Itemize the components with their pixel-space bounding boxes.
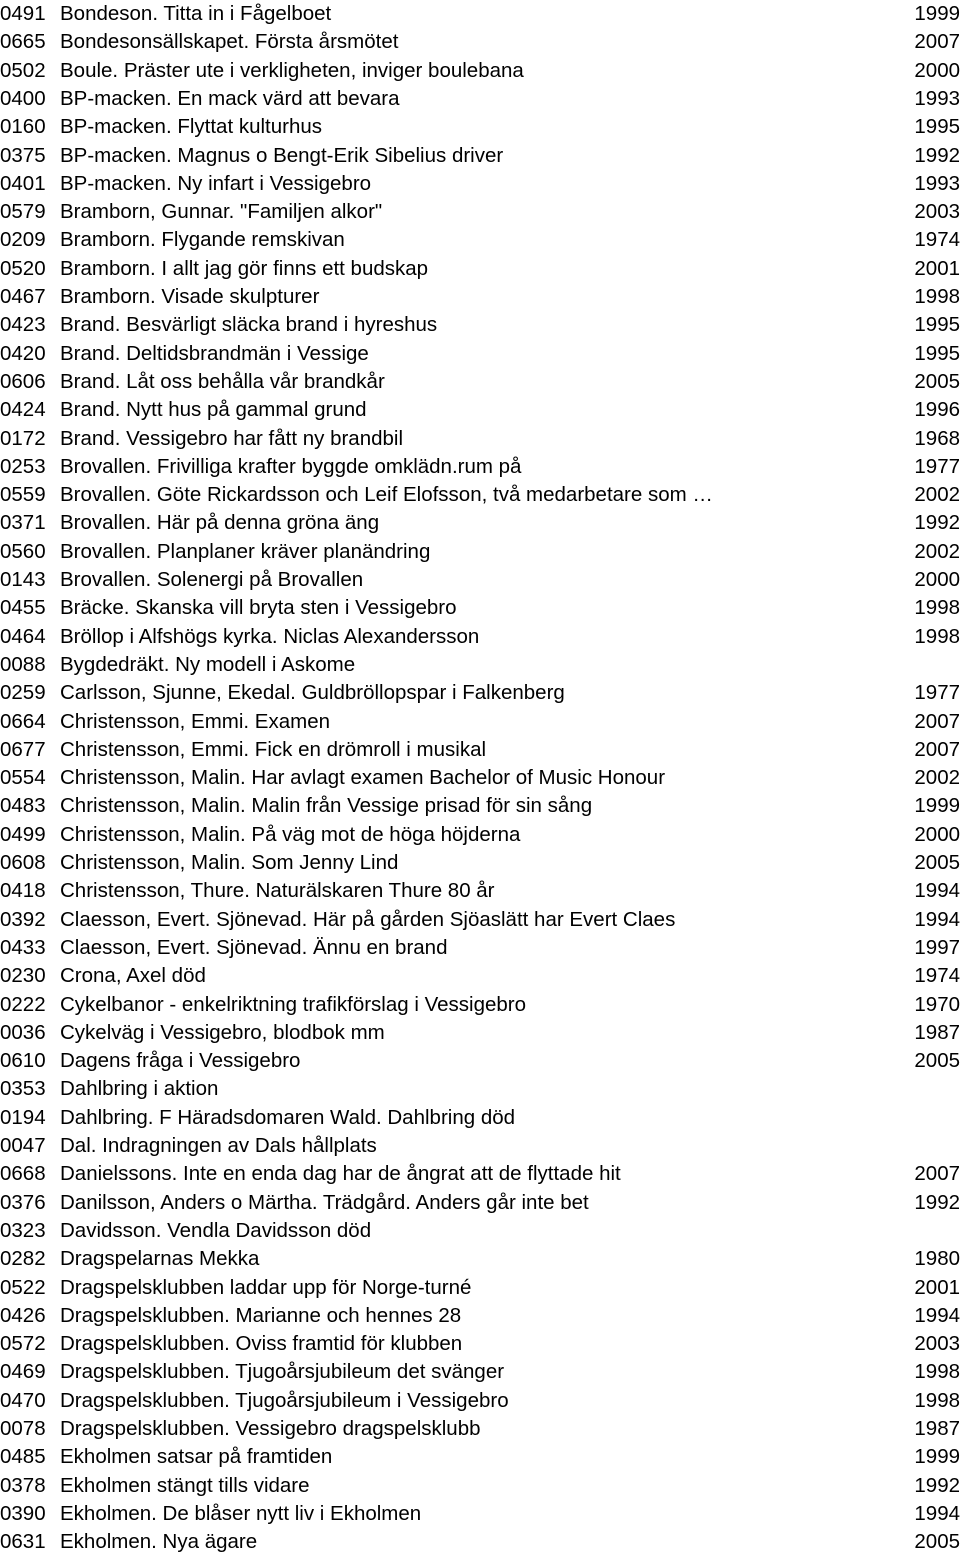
entry-year: 2007	[914, 709, 960, 733]
entry-title: Christensson, Emmi. Examen	[60, 709, 331, 733]
entry-title: Ekholmen. De blåser nytt liv i Ekholmen	[60, 1501, 422, 1525]
entry-code: 0420	[0, 341, 46, 365]
entry-year: 1992	[914, 1473, 960, 1497]
entry-title: Brovallen. Frivilliga krafter byggde omklädn.rum på	[60, 454, 522, 478]
entry-year: 1994	[914, 1303, 960, 1327]
entry-title: Danilsson, Anders o Märtha. Trädgård. Anders går inte bet	[60, 1190, 589, 1214]
entry-code: 0172	[0, 426, 46, 450]
entry-title: Cykelbanor - enkelriktning trafikförslag i Vessigebro	[60, 992, 527, 1016]
entry-year: 2003	[914, 200, 960, 224]
entry-code: 0424	[0, 398, 46, 422]
entry-title: Christensson, Malin. På väg mot de höga höjderna	[60, 822, 521, 846]
entry-title: Christensson, Emmi. Fick en drömroll i musikal	[60, 737, 487, 761]
list-item	[0, 198, 960, 226]
entry-code: 0572	[0, 1332, 46, 1356]
entry-title: BP-macken. En mack värd att bevara	[60, 86, 400, 110]
entry-code: 0371	[0, 511, 46, 535]
entry-year: 2002	[914, 539, 960, 563]
list-item	[0, 1387, 960, 1415]
entry-code: 0036	[0, 1020, 46, 1044]
entry-code: 0400	[0, 86, 46, 110]
entry-title: Dragspelsklubben. Vessigebro dragspelsklubb	[60, 1417, 481, 1440]
list-item	[0, 991, 960, 1019]
entry-year: 1995	[914, 313, 960, 337]
entry-code: 0677	[0, 737, 46, 761]
entry-title: Christensson, Malin. Har avlagt examen Bachelor of Music Honour	[60, 766, 666, 790]
entry-code: 0483	[0, 794, 46, 818]
entry-code: 0259	[0, 681, 46, 705]
list-item	[0, 1274, 960, 1302]
list-item	[0, 142, 960, 170]
list-item	[0, 368, 960, 396]
list-item	[0, 792, 960, 820]
entry-code: 0426	[0, 1303, 46, 1327]
entry-title: Brand. Vessigebro har fått ny brandbil	[60, 426, 404, 450]
entry-title: Dal. Indragningen av Dals hållplats	[60, 1134, 377, 1157]
entry-year: 1999	[914, 794, 960, 818]
list-item	[0, 1104, 960, 1132]
list-item	[0, 736, 960, 764]
entry-title: BP-macken. Flyttat kulturhus	[60, 115, 323, 139]
entry-title: Ekholmen. Nya ägare	[60, 1530, 258, 1554]
list-item	[0, 1500, 960, 1528]
entry-title: Danielssons. Inte en enda dag har de ångrat att de flyttade hit	[60, 1162, 621, 1186]
entry-year: 2001	[914, 1275, 960, 1299]
list-item	[0, 170, 960, 198]
entry-code: 0418	[0, 879, 46, 903]
entry-title: Brand. Deltidsbrandmän i Vessige	[60, 341, 369, 365]
entry-year: 1995	[914, 341, 960, 365]
list-item	[0, 1132, 960, 1160]
entry-year: 1974	[914, 964, 960, 988]
list-item	[0, 821, 960, 849]
entry-year: 1970	[914, 992, 960, 1016]
list-item	[0, 1160, 960, 1188]
entry-code: 0522	[0, 1275, 46, 1299]
list-item	[0, 1472, 960, 1500]
entry-year: 1994	[914, 1501, 960, 1525]
entry-title: Ekholmen satsar på framtiden	[60, 1445, 333, 1469]
list-item	[0, 255, 960, 283]
entry-title: Bondeson. Titta in i Fågelboet	[60, 2, 332, 25]
entry-code: 0668	[0, 1162, 46, 1186]
list-item	[0, 1330, 960, 1358]
entry-code: 0088	[0, 652, 46, 676]
list-item	[0, 425, 960, 453]
entry-code: 0631	[0, 1530, 46, 1554]
entry-code: 0230	[0, 964, 46, 988]
entry-year: 1997	[914, 935, 960, 959]
entry-title: Dragspelsklubben laddar upp för Norge-turné	[60, 1275, 472, 1299]
entry-year: 1992	[914, 511, 960, 535]
entry-code: 0499	[0, 822, 46, 846]
entry-year: 2001	[914, 256, 960, 280]
list-item	[0, 1443, 960, 1471]
list-item	[0, 1528, 960, 1556]
entry-title: Bramborn. I allt jag gör finns ett budskap	[60, 256, 429, 280]
entry-title: Brand. Låt oss behålla vår brandkår	[60, 369, 385, 393]
entry-year: 1998	[914, 596, 960, 620]
entry-code: 0559	[0, 483, 46, 507]
entry-title: Dragspelarnas Mekka	[60, 1247, 260, 1271]
entry-code: 0390	[0, 1501, 46, 1525]
list-item	[0, 906, 960, 934]
entry-title: Dragspelsklubben. Marianne och hennes 28	[60, 1303, 462, 1327]
entry-year: 1999	[914, 2, 960, 25]
entry-code: 0282	[0, 1247, 46, 1271]
entry-year: 1998	[914, 285, 960, 308]
entry-year: 2007	[914, 1162, 960, 1186]
entry-code: 0560	[0, 539, 46, 563]
entry-title: Claesson, Evert. Sjönevad. Här på gården Sjöaslätt har Evert Claes	[60, 907, 676, 931]
entry-year: 2000	[914, 58, 960, 82]
entry-code: 0253	[0, 454, 46, 478]
entry-title: Dragspelsklubben. Tjugoårsjubileum i Vessigebro	[60, 1388, 509, 1412]
entry-code: 0194	[0, 1105, 46, 1129]
entry-code: 0392	[0, 907, 46, 931]
list-item	[0, 453, 960, 481]
entry-title: BP-macken. Ny infart i Vessigebro	[60, 171, 372, 195]
list-item	[0, 1075, 960, 1103]
entry-year: 1998	[914, 1388, 960, 1412]
entry-year: 2003	[914, 1332, 960, 1356]
list-item	[0, 226, 960, 254]
entry-code: 0433	[0, 935, 46, 959]
entry-title: Brovallen. Göte Rickardsson och Leif Elofsson, två medarbetare som …	[60, 483, 713, 507]
entry-year: 1977	[914, 681, 960, 705]
list-item	[0, 509, 960, 537]
list-item	[0, 57, 960, 85]
entry-code: 0378	[0, 1473, 46, 1497]
entry-code: 0469	[0, 1360, 46, 1384]
entry-title: Brand. Nytt hus på gammal grund	[60, 398, 367, 422]
entry-year: 2005	[914, 369, 960, 393]
entry-year: 2002	[914, 483, 960, 507]
entry-year: 2005	[914, 1049, 960, 1073]
entry-title: Ekholmen stängt tills vidare	[60, 1473, 310, 1497]
list-item	[0, 481, 960, 509]
list-item	[0, 1358, 960, 1386]
list-item	[0, 1047, 960, 1075]
entry-code: 0078	[0, 1417, 46, 1440]
list-item	[0, 85, 960, 113]
list-item	[0, 594, 960, 622]
entry-title: BP-macken. Magnus o Bengt-Erik Sibelius driver	[60, 143, 504, 167]
entry-code: 0209	[0, 228, 46, 252]
entry-title: Claesson, Evert. Sjönevad. Ännu en brand	[60, 935, 448, 959]
entry-title: Christensson, Malin. Som Jenny Lind	[60, 851, 399, 874]
entry-code: 0143	[0, 568, 46, 591]
list-item	[0, 764, 960, 792]
entry-title: Brovallen. Här på denna gröna äng	[60, 511, 380, 535]
entry-code: 0608	[0, 851, 46, 874]
entry-year: 2002	[914, 766, 960, 790]
entry-code: 0047	[0, 1134, 46, 1157]
entry-year: 1993	[914, 171, 960, 195]
entry-code: 0491	[0, 2, 46, 25]
entry-code: 0467	[0, 285, 46, 308]
entry-year: 1993	[914, 86, 960, 110]
entry-code: 0579	[0, 200, 46, 224]
list-item	[0, 566, 960, 594]
entry-title: Cykelväg i Vessigebro, blodbok mm	[60, 1020, 385, 1044]
entry-title: Dragspelsklubben. Oviss framtid för klubben	[60, 1332, 463, 1356]
list-item	[0, 311, 960, 339]
list-item	[0, 1415, 960, 1443]
entry-year: 1996	[914, 398, 960, 422]
entry-year: 1992	[914, 143, 960, 167]
entry-code: 0401	[0, 171, 46, 195]
entry-year: 2000	[914, 822, 960, 846]
list-item	[0, 623, 960, 651]
entry-code: 0353	[0, 1077, 46, 1101]
list-item	[0, 0, 960, 28]
entry-code: 0664	[0, 709, 46, 733]
entry-year: 1999	[914, 1445, 960, 1469]
entry-code: 0554	[0, 766, 46, 790]
list-item	[0, 538, 960, 566]
entry-title: Davidsson. Vendla Davidsson död	[60, 1218, 372, 1242]
entry-code: 0160	[0, 115, 46, 139]
entry-year: 1995	[914, 115, 960, 139]
entry-code: 0610	[0, 1049, 46, 1073]
list-item	[0, 1217, 960, 1245]
list-item	[0, 679, 960, 707]
entry-title: Dahlbring i aktion	[60, 1077, 219, 1101]
entry-title: Dagens fråga i Vessigebro	[60, 1049, 301, 1073]
entry-year: 1968	[914, 426, 960, 450]
list-item	[0, 1189, 960, 1217]
entry-code: 0485	[0, 1445, 46, 1469]
list-item	[0, 113, 960, 141]
list-item	[0, 1302, 960, 1330]
list-item	[0, 396, 960, 424]
entry-year: 1977	[914, 454, 960, 478]
entry-title: Bramborn, Gunnar. "Familjen alkor"	[60, 200, 383, 224]
entry-code: 0606	[0, 369, 46, 393]
list-item	[0, 849, 960, 877]
entry-title: Christensson, Thure. Naturälskaren Thure 80 år	[60, 879, 495, 903]
entry-code: 0470	[0, 1388, 46, 1412]
entry-year: 1980	[914, 1247, 960, 1271]
entry-title: Dragspelsklubben. Tjugoårsjubileum det svänger	[60, 1360, 505, 1384]
entry-code: 0222	[0, 992, 46, 1016]
entry-code: 0665	[0, 30, 46, 54]
entry-title: Bräcke. Skanska vill bryta sten i Vessigebro	[60, 596, 457, 620]
entry-code: 0323	[0, 1218, 46, 1242]
entry-code: 0464	[0, 624, 46, 648]
entry-year: 2005	[914, 851, 960, 874]
list-item	[0, 1019, 960, 1047]
entry-year: 1992	[914, 1190, 960, 1214]
entry-year: 1998	[914, 1360, 960, 1384]
entry-code: 0455	[0, 596, 46, 620]
entry-title: Brovallen. Planplaner kräver planändring	[60, 539, 431, 563]
entry-year: 2005	[914, 1530, 960, 1554]
entry-year: 1994	[914, 879, 960, 903]
entry-title: Dahlbring. F Häradsdomaren Wald. Dahlbring död	[60, 1105, 516, 1129]
entry-year: 2000	[914, 568, 960, 591]
entry-title: Brand. Besvärligt släcka brand i hyreshus	[60, 313, 438, 337]
entry-title: Bramborn. Visade skulpturer	[60, 285, 320, 308]
entry-code: 0375	[0, 143, 46, 167]
list-item	[0, 877, 960, 905]
list-item	[0, 962, 960, 990]
entry-year: 2007	[914, 737, 960, 761]
entry-title: Bramborn. Flygande remskivan	[60, 228, 345, 252]
entry-code: 0520	[0, 256, 46, 280]
entry-title: Christensson, Malin. Malin från Vessige prisad för sin sång	[60, 794, 593, 818]
entry-year: 2007	[914, 30, 960, 54]
list-item	[0, 340, 960, 368]
entry-title: Bondesonsällskapet. Första årsmötet	[60, 30, 399, 54]
entry-code: 0376	[0, 1190, 46, 1214]
entry-title: Bygdedräkt. Ny modell i Askome	[60, 652, 356, 676]
entry-year: 1987	[914, 1020, 960, 1044]
list-item	[0, 934, 960, 962]
list-item	[0, 651, 960, 679]
entry-year: 1994	[914, 907, 960, 931]
entry-year: 1987	[914, 1417, 960, 1440]
entry-code: 0423	[0, 313, 46, 337]
entry-year: 1974	[914, 228, 960, 252]
entry-title: Brovallen. Solenergi på Brovallen	[60, 568, 364, 591]
entry-title: Bröllop i Alfshögs kyrka. Niclas Alexandersson	[60, 624, 480, 648]
entry-year: 1998	[914, 624, 960, 648]
entry-title: Boule. Präster ute i verkligheten, inviger boulebana	[60, 58, 524, 82]
list-item	[0, 708, 960, 736]
list-item	[0, 1245, 960, 1273]
entry-code: 0502	[0, 58, 46, 82]
entry-title: Carlsson, Sjunne, Ekedal. Guldbröllopspar i Falkenberg	[60, 681, 565, 705]
list-item	[0, 28, 960, 56]
list-item	[0, 283, 960, 311]
entry-title: Crona, Axel död	[60, 964, 206, 988]
